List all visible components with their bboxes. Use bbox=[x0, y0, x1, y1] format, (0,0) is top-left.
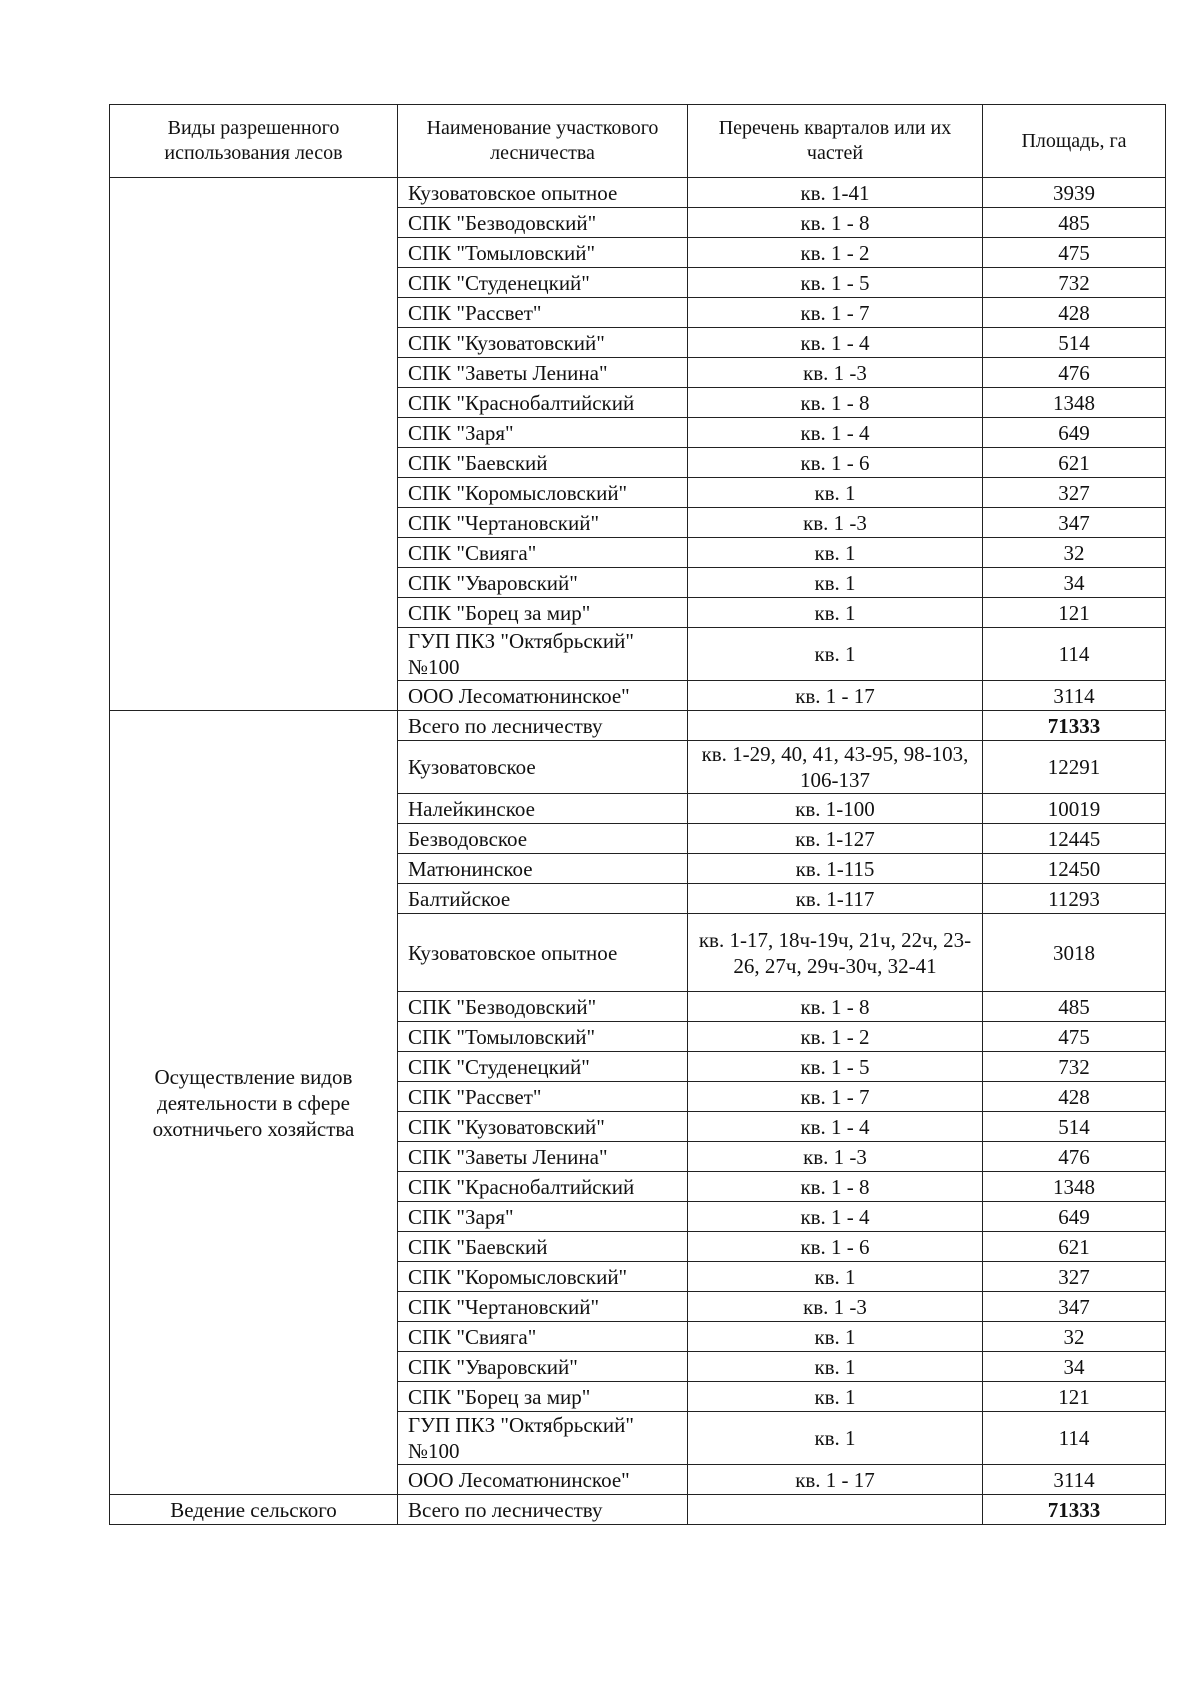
district-name-cell: СПК "Чертановский" bbox=[398, 1292, 688, 1322]
district-name-cell: Налейкинское bbox=[398, 794, 688, 824]
quarters-cell: кв. 1 - 8 bbox=[688, 992, 983, 1022]
area-cell: 121 bbox=[983, 1382, 1166, 1412]
district-name-cell: ГУП ПКЗ "Октябрьский" №100 bbox=[398, 628, 688, 681]
area-cell: 347 bbox=[983, 508, 1166, 538]
area-cell: 114 bbox=[983, 1412, 1166, 1465]
quarters-cell: кв. 1-29, 40, 41, 43-95, 98-103, 106-137 bbox=[688, 741, 983, 794]
area-cell: 3114 bbox=[983, 681, 1166, 711]
area-cell: 732 bbox=[983, 268, 1166, 298]
area-cell: 347 bbox=[983, 1292, 1166, 1322]
district-name-cell: СПК "Безводовский" bbox=[398, 208, 688, 238]
quarters-cell: кв. 1 - 8 bbox=[688, 388, 983, 418]
quarters-cell: кв. 1 -3 bbox=[688, 508, 983, 538]
table-row bbox=[110, 178, 1166, 208]
quarters-cell: кв. 1 - 4 bbox=[688, 418, 983, 448]
district-name-cell: Всего по лесничеству bbox=[398, 711, 688, 741]
area-cell: 114 bbox=[983, 628, 1166, 681]
quarters-cell: кв. 1 bbox=[688, 1322, 983, 1352]
quarters-cell: кв. 1 bbox=[688, 538, 983, 568]
district-name-cell: СПК "Чертановский" bbox=[398, 508, 688, 538]
district-name-cell: СПК "Рассвет" bbox=[398, 298, 688, 328]
area-cell: 327 bbox=[983, 478, 1166, 508]
district-name-cell: СПК "Свияга" bbox=[398, 1322, 688, 1352]
quarters-cell: кв. 1-100 bbox=[688, 794, 983, 824]
area-cell: 428 bbox=[983, 298, 1166, 328]
area-cell: 514 bbox=[983, 328, 1166, 358]
district-name-cell: ГУП ПКЗ "Октябрьский" №100 bbox=[398, 1412, 688, 1465]
district-name-cell: СПК "Свияга" bbox=[398, 538, 688, 568]
quarters-cell: кв. 1 - 5 bbox=[688, 268, 983, 298]
area-cell: 71333 bbox=[983, 1495, 1166, 1525]
area-cell: 649 bbox=[983, 418, 1166, 448]
district-name-cell: Кузоватовское bbox=[398, 741, 688, 794]
area-cell: 32 bbox=[983, 1322, 1166, 1352]
district-name-cell: СПК "Краснобалтийский bbox=[398, 1172, 688, 1202]
total-row bbox=[110, 711, 1166, 741]
use-type-cell: Осуществление видов деятельности в сфере охотничьего хозяйства bbox=[110, 711, 398, 1495]
area-cell: 10019 bbox=[983, 794, 1166, 824]
area-cell: 12450 bbox=[983, 854, 1166, 884]
area-cell: 428 bbox=[983, 1082, 1166, 1112]
forest-use-table bbox=[109, 104, 1166, 1525]
quarters-cell bbox=[688, 711, 983, 741]
district-name-cell: ООО Лесоматюнинское" bbox=[398, 681, 688, 711]
district-name-cell: СПК "Заря" bbox=[398, 418, 688, 448]
district-name-cell: Всего по лесничеству bbox=[398, 1495, 688, 1525]
quarters-cell: кв. 1 bbox=[688, 598, 983, 628]
quarters-cell: кв. 1 - 6 bbox=[688, 448, 983, 478]
area-cell: 34 bbox=[983, 1352, 1166, 1382]
area-cell: 475 bbox=[983, 1022, 1166, 1052]
district-name-cell: СПК "Кузоватовский" bbox=[398, 1112, 688, 1142]
quarters-cell: кв. 1-117 bbox=[688, 884, 983, 914]
district-name-cell: СПК "Безводовский" bbox=[398, 992, 688, 1022]
district-name-cell: СПК "Студенецкий" bbox=[398, 1052, 688, 1082]
area-cell: 475 bbox=[983, 238, 1166, 268]
quarters-cell: кв. 1 - 5 bbox=[688, 1052, 983, 1082]
use-type-cell: Ведение сельского bbox=[110, 1495, 398, 1525]
quarters-cell: кв. 1 - 7 bbox=[688, 298, 983, 328]
quarters-cell: кв. 1 - 4 bbox=[688, 1112, 983, 1142]
district-name-cell: СПК "Борец за мир" bbox=[398, 1382, 688, 1412]
area-cell: 476 bbox=[983, 1142, 1166, 1172]
area-cell: 11293 bbox=[983, 884, 1166, 914]
area-cell: 3114 bbox=[983, 1465, 1166, 1495]
area-cell: 121 bbox=[983, 598, 1166, 628]
area-cell: 12291 bbox=[983, 741, 1166, 794]
district-name-cell: Балтийское bbox=[398, 884, 688, 914]
quarters-cell: кв. 1 - 4 bbox=[688, 1202, 983, 1232]
district-name-cell: СПК "Заветы Ленина" bbox=[398, 358, 688, 388]
header-row bbox=[110, 105, 1166, 178]
quarters-cell: кв. 1 bbox=[688, 628, 983, 681]
district-name-cell: СПК "Коромысловский" bbox=[398, 1262, 688, 1292]
district-name-cell: СПК "Коромысловский" bbox=[398, 478, 688, 508]
quarters-cell: кв. 1-127 bbox=[688, 824, 983, 854]
district-name-cell: Безводовское bbox=[398, 824, 688, 854]
area-cell: 327 bbox=[983, 1262, 1166, 1292]
quarters-cell: кв. 1 -3 bbox=[688, 1142, 983, 1172]
district-name-cell: СПК "Краснобалтийский bbox=[398, 388, 688, 418]
quarters-cell bbox=[688, 1495, 983, 1525]
quarters-cell: кв. 1 - 17 bbox=[688, 681, 983, 711]
quarters-cell: кв. 1 - 2 bbox=[688, 1022, 983, 1052]
district-name-cell: ООО Лесоматюнинское" bbox=[398, 1465, 688, 1495]
area-cell: 732 bbox=[983, 1052, 1166, 1082]
quarters-cell: кв. 1 bbox=[688, 1352, 983, 1382]
quarters-cell: кв. 1 - 4 bbox=[688, 328, 983, 358]
area-cell: 514 bbox=[983, 1112, 1166, 1142]
district-name-cell: Матюнинское bbox=[398, 854, 688, 884]
district-name-cell: СПК "Рассвет" bbox=[398, 1082, 688, 1112]
district-name-cell: СПК "Уваровский" bbox=[398, 568, 688, 598]
quarters-cell: кв. 1 -3 bbox=[688, 1292, 983, 1322]
district-name-cell: Кузоватовское опытное bbox=[398, 914, 688, 992]
district-name-cell: СПК "Уваровский" bbox=[398, 1352, 688, 1382]
quarters-cell: кв. 1-17, 18ч-19ч, 21ч, 22ч, 23-26, 27ч, 29ч-30ч, 32-41 bbox=[688, 914, 983, 992]
area-cell: 34 bbox=[983, 568, 1166, 598]
quarters-cell: кв. 1 - 7 bbox=[688, 1082, 983, 1112]
header-area: Площадь, га bbox=[983, 105, 1166, 178]
district-name-cell: СПК "Заря" bbox=[398, 1202, 688, 1232]
header-district-name: Наименование участкового лесничества bbox=[398, 105, 688, 178]
area-cell: 485 bbox=[983, 992, 1166, 1022]
quarters-cell: кв. 1-41 bbox=[688, 178, 983, 208]
quarters-cell: кв. 1 bbox=[688, 568, 983, 598]
quarters-cell: кв. 1 bbox=[688, 1412, 983, 1465]
quarters-cell: кв. 1 - 8 bbox=[688, 1172, 983, 1202]
district-name-cell: СПК "Кузоватовский" bbox=[398, 328, 688, 358]
area-cell: 32 bbox=[983, 538, 1166, 568]
quarters-cell: кв. 1 - 8 bbox=[688, 208, 983, 238]
district-name-cell: Кузоватовское опытное bbox=[398, 178, 688, 208]
area-cell: 1348 bbox=[983, 388, 1166, 418]
area-cell: 71333 bbox=[983, 711, 1166, 741]
district-name-cell: СПК "Баевский bbox=[398, 448, 688, 478]
area-cell: 621 bbox=[983, 448, 1166, 478]
quarters-cell: кв. 1-115 bbox=[688, 854, 983, 884]
quarters-cell: кв. 1 bbox=[688, 1262, 983, 1292]
district-name-cell: СПК "Баевский bbox=[398, 1232, 688, 1262]
quarters-cell: кв. 1 - 2 bbox=[688, 238, 983, 268]
district-name-cell: СПК "Томыловский" bbox=[398, 238, 688, 268]
total-row bbox=[110, 1495, 1166, 1525]
table-body bbox=[110, 178, 1166, 1525]
area-cell: 3018 bbox=[983, 914, 1166, 992]
header-quarters: Перечень кварталов или их частей bbox=[688, 105, 983, 178]
district-name-cell: СПК "Заветы Ленина" bbox=[398, 1142, 688, 1172]
quarters-cell: кв. 1 - 6 bbox=[688, 1232, 983, 1262]
area-cell: 621 bbox=[983, 1232, 1166, 1262]
use-type-cell bbox=[110, 178, 398, 711]
area-cell: 1348 bbox=[983, 1172, 1166, 1202]
area-cell: 12445 bbox=[983, 824, 1166, 854]
district-name-cell: СПК "Борец за мир" bbox=[398, 598, 688, 628]
district-name-cell: СПК "Студенецкий" bbox=[398, 268, 688, 298]
area-cell: 485 bbox=[983, 208, 1166, 238]
quarters-cell: кв. 1 -3 bbox=[688, 358, 983, 388]
quarters-cell: кв. 1 - 17 bbox=[688, 1465, 983, 1495]
quarters-cell: кв. 1 bbox=[688, 478, 983, 508]
area-cell: 476 bbox=[983, 358, 1166, 388]
district-name-cell: СПК "Томыловский" bbox=[398, 1022, 688, 1052]
area-cell: 649 bbox=[983, 1202, 1166, 1232]
area-cell: 3939 bbox=[983, 178, 1166, 208]
quarters-cell: кв. 1 bbox=[688, 1382, 983, 1412]
header-use-type: Виды разрешенного использования лесов bbox=[110, 105, 398, 178]
